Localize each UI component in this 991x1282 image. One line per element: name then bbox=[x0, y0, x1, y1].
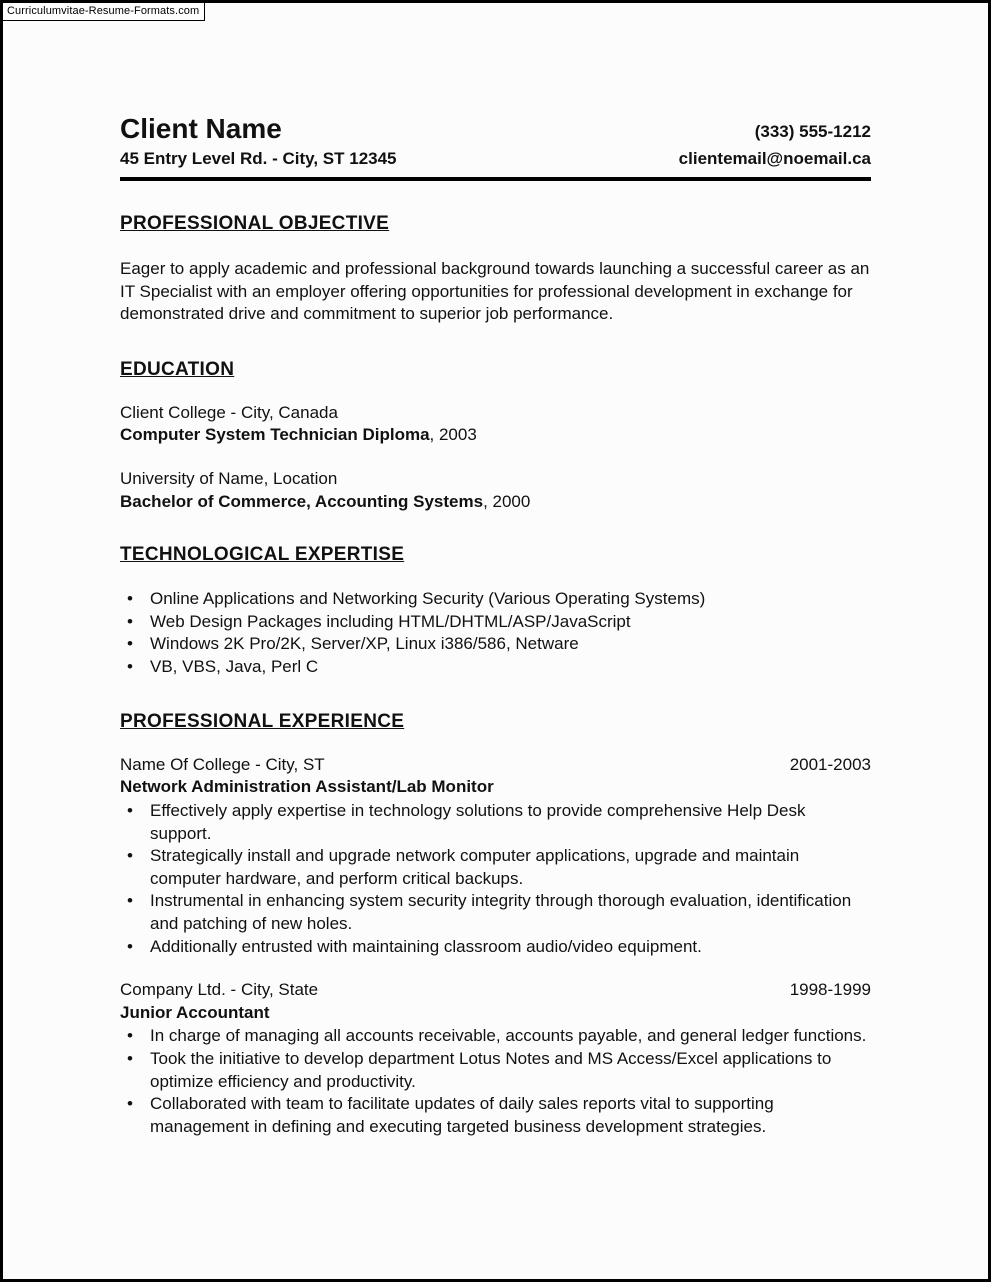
job-title: Junior Accountant bbox=[120, 1002, 270, 1022]
list-item-text: Instrumental in enhancing system security integrity through thorough evaluation, identification and patching of new holes. bbox=[150, 891, 852, 933]
job-dates: 1998-1999 bbox=[789, 980, 871, 1000]
job-entry bbox=[120, 979, 871, 1138]
job-company: Name Of College - City, ST bbox=[120, 754, 325, 774]
bullet-icon: • bbox=[127, 1049, 133, 1069]
education-entry bbox=[120, 402, 871, 447]
section-heading-expertise: TECHNOLOGICAL EXPERTISE bbox=[120, 544, 405, 566]
header-left bbox=[120, 115, 397, 169]
bullet-icon: • bbox=[127, 611, 133, 631]
education-school: Client College - City, Canada bbox=[120, 402, 338, 422]
job-entry bbox=[120, 754, 871, 958]
section-heading-education: EDUCATION bbox=[120, 358, 235, 380]
bullet-icon: • bbox=[127, 634, 133, 654]
client-address: 45 Entry Level Rd. - City, ST 12345 bbox=[120, 149, 397, 168]
list-item-text: In charge of managing all accounts receivable, accounts payable, and general ledger functions. bbox=[150, 1026, 867, 1046]
header-right bbox=[679, 122, 871, 169]
resume-header bbox=[120, 115, 871, 181]
list-item-text: Effectively apply expertise in technology solutions to provide comprehensive Help Desk support. bbox=[150, 800, 806, 843]
job-bullet-list bbox=[120, 1025, 871, 1138]
bullet-icon: • bbox=[127, 589, 133, 609]
list-item-text: Windows 2K Pro/2K, Server/XP, Linux i386/586, Netware bbox=[150, 634, 579, 654]
bullet-icon: • bbox=[127, 846, 133, 866]
list-item-text: Took the initiative to develop department Lotus Notes and MS Access/Excel applications to optimize efficiency and productivity. bbox=[150, 1049, 832, 1091]
education-degree-line bbox=[120, 491, 871, 514]
list-item bbox=[120, 1093, 871, 1138]
job-title: Network Administration Assistant/Lab Monitor bbox=[120, 777, 494, 797]
job-company: Company Ltd. - City, State bbox=[120, 980, 319, 1000]
list-item-text: VB, VBS, Java, Perl C bbox=[150, 657, 319, 677]
education-degree: Computer System Technician Diploma bbox=[120, 425, 430, 445]
section-heading-experience: PROFESSIONAL EXPERIENCE bbox=[120, 710, 405, 732]
list-item bbox=[120, 845, 871, 890]
expertise-list bbox=[120, 588, 871, 678]
bullet-icon: • bbox=[127, 1094, 133, 1114]
list-item bbox=[120, 890, 871, 935]
education-entry bbox=[120, 468, 871, 513]
list-item bbox=[120, 1048, 871, 1093]
client-email: clientemail@noemail.ca bbox=[678, 149, 871, 168]
list-item bbox=[120, 936, 871, 959]
education-school: University of Name, Location bbox=[120, 469, 338, 489]
list-item-text: Online Applications and Networking Security (Various Operating Systems) bbox=[150, 589, 706, 609]
bullet-icon: • bbox=[127, 1026, 133, 1046]
bullet-icon: • bbox=[127, 800, 133, 820]
list-item bbox=[120, 800, 871, 845]
list-item bbox=[120, 656, 871, 679]
client-phone: (333) 555-1212 bbox=[754, 122, 871, 141]
list-item bbox=[120, 588, 871, 611]
bullet-icon: • bbox=[127, 936, 133, 956]
watermark-label: Curriculumvitae-Resume-Formats.com bbox=[3, 3, 205, 21]
objective-text: Eager to apply academic and professional background towards launching a successful career as an IT Specialist with an employer offering opportunities for professional development in exchange for demonstrated drive and commitment to superior job performance. bbox=[120, 259, 870, 324]
education-year: , 2003 bbox=[429, 425, 477, 445]
education-year: , 2000 bbox=[483, 491, 531, 511]
list-item bbox=[120, 611, 871, 634]
resume-content bbox=[3, 3, 988, 1138]
section-heading-objective: PROFESSIONAL OBJECTIVE bbox=[120, 213, 390, 234]
client-name: Client Name bbox=[120, 113, 282, 144]
job-dates: 2001-2003 bbox=[789, 754, 871, 774]
education-degree: Bachelor of Commerce, Accounting Systems bbox=[120, 491, 484, 511]
list-item bbox=[120, 633, 871, 656]
list-item-text: Collaborated with team to facilitate updates of daily sales reports vital to supporting management in defining and executing targeted business development strategies. bbox=[150, 1094, 774, 1136]
bullet-icon: • bbox=[127, 891, 133, 911]
list-item-text: Web Design Packages including HTML/DHTML/ASP/JavaScript bbox=[150, 611, 631, 631]
job-header bbox=[120, 754, 871, 777]
bullet-icon: • bbox=[127, 657, 133, 677]
education-degree-line bbox=[120, 424, 871, 447]
list-item-text: Additionally entrusted with maintaining classroom audio/video equipment. bbox=[150, 936, 702, 956]
list-item-text: Strategically install and upgrade network computer applications, upgrade and maintain computer hardware, and perform critical backups. bbox=[150, 846, 800, 888]
job-header bbox=[120, 979, 871, 1002]
job-bullet-list bbox=[120, 800, 871, 958]
list-item bbox=[120, 1025, 871, 1048]
